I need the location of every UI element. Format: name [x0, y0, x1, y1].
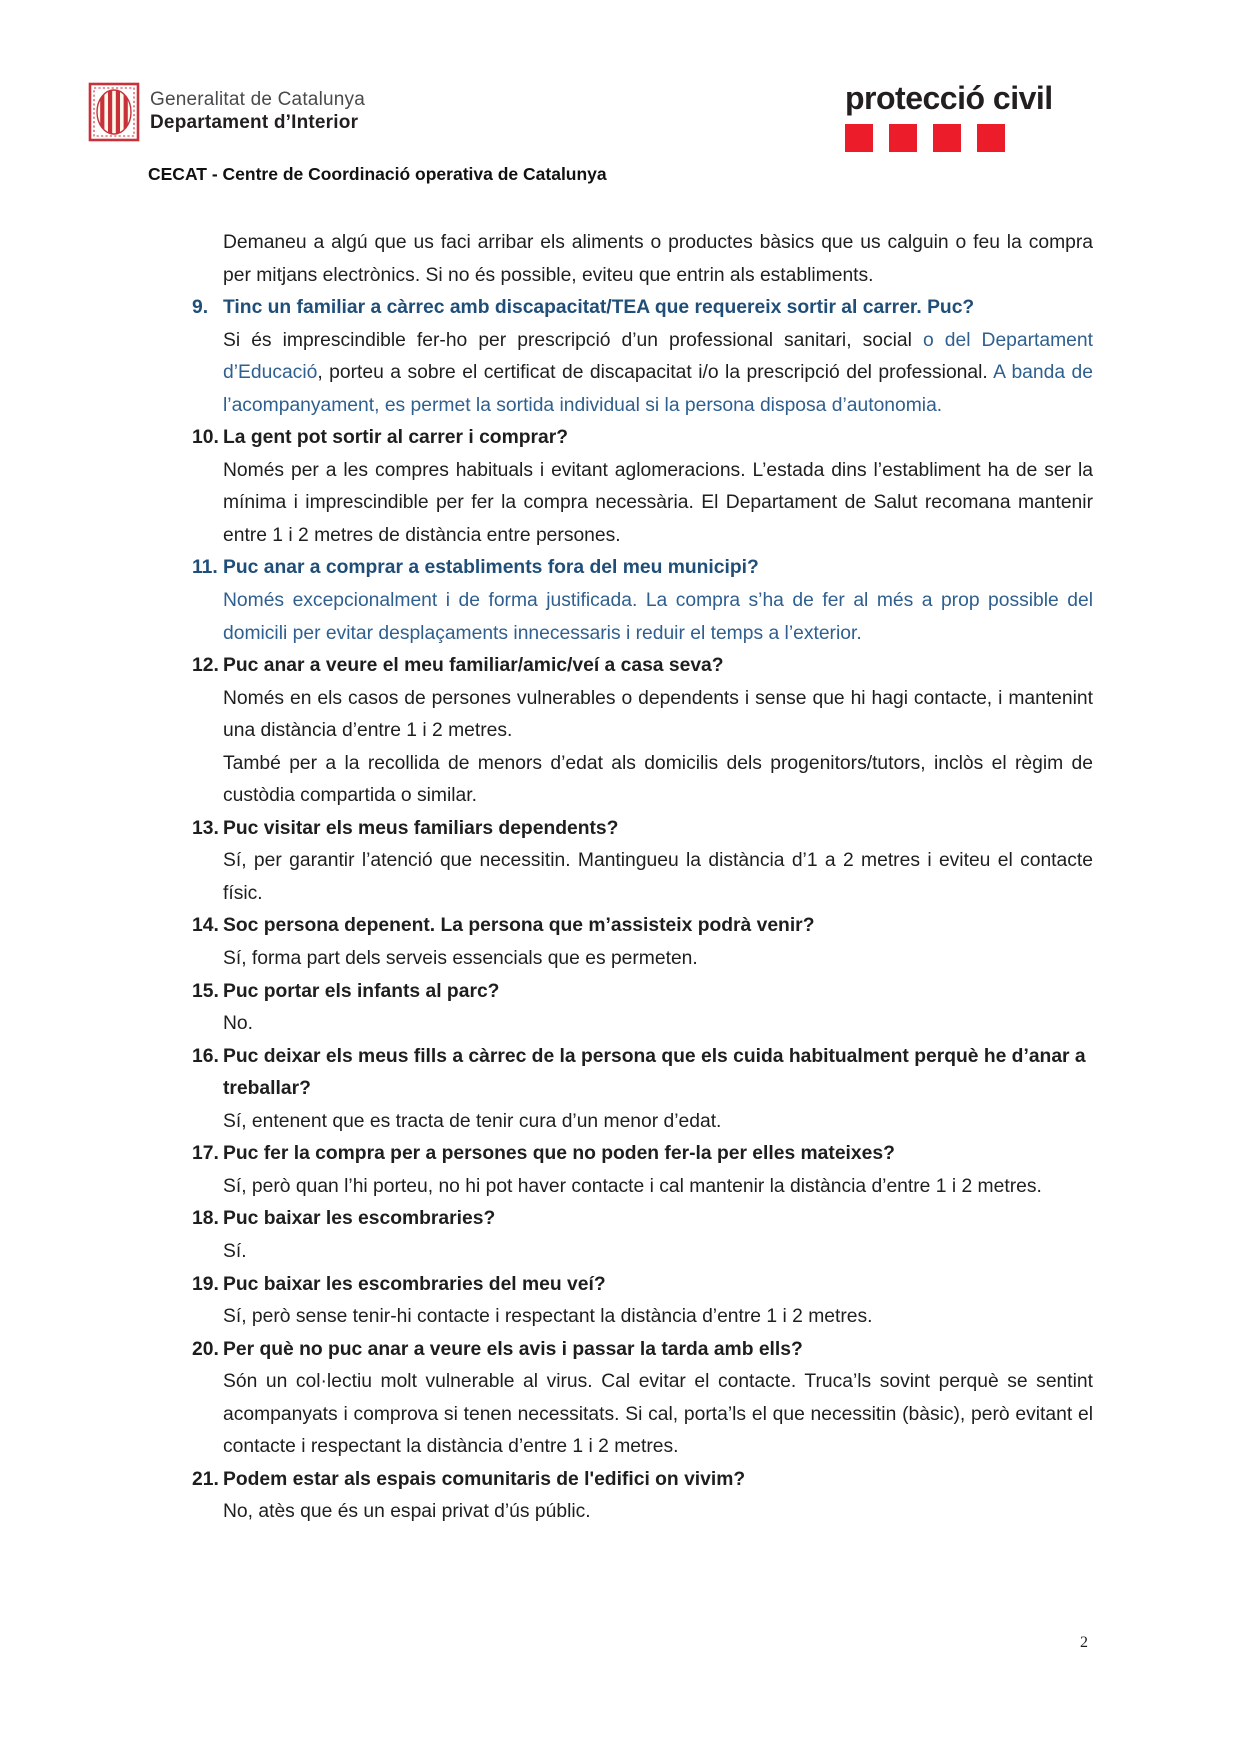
faq-question: Puc anar a veure el meu familiar/amic/veí a casa seva? [223, 655, 724, 677]
faq-list [192, 292, 1093, 1529]
faq-item [192, 813, 1093, 911]
faq-item-number: 11. [192, 557, 218, 579]
faq-item-body [223, 1041, 1093, 1139]
faq-question: Per què no puc anar a veure els avis i passar la tarda amb ells? [223, 1338, 803, 1360]
faq-answer [223, 1171, 1093, 1204]
faq-item-number: 17. [192, 1143, 219, 1165]
page-number: 2 [1080, 1634, 1088, 1651]
senyera-emblem-icon [88, 82, 140, 142]
faq-answer-segment: No. [223, 1013, 254, 1035]
faq-answer-segment: A banda de l’acompanyament, es permet la sortida individual si la persona disposa d’autonomia. [223, 362, 1093, 416]
faq-question: Puc deixar els meus fills a càrrec de la persona que els cuida habitualment perquè he d’anar a treballar? [223, 1045, 1086, 1100]
faq-item [192, 1138, 1093, 1203]
faq-item-body [223, 650, 1093, 813]
faq-answer-segment: Només per a les compres habituals i evitant aglomeracions. L’estada dins l’establiment ha de ser la mínima i imprescindible per fer la compra necessària. El Departament de Salut recomana mantenir entre 1 i 2 metres de distància entre persones. [223, 459, 1093, 546]
faq-answer-segment: No, atès que és un espai privat d’ús públic. [223, 1501, 591, 1523]
faq-answer-segment: Són un col·lectiu molt vulnerable al virus. Cal evitar el contacte. Truca’ls sovint perquè se sentint acompanyats i comprova si tenen necessitats. Si cal, porta’ls el que necessitin (bàsic), però evitant el contacte i respectant la distància d’entre 1 i 2 metres. [223, 1371, 1093, 1458]
faq-item [192, 552, 1093, 650]
faq-answer-segment: Sí, però quan l’hi porteu, no hi pot haver contacte i cal mantenir la distància d’entre 1 i 2 metres. [223, 1175, 1042, 1197]
faq-item [192, 976, 1093, 1041]
faq-item-body [223, 813, 1093, 911]
faq-question: Soc persona depenent. La persona que m’assisteix podrà venir? [223, 915, 815, 937]
faq-item-number: 13. [192, 817, 219, 839]
faq-answer [223, 943, 1093, 976]
faq-question: Puc anar a comprar a establiments fora del meu municipi? [223, 557, 759, 579]
faq-question: Puc baixar les escombraries del meu veí? [223, 1273, 606, 1295]
faq-answer-segment: , porteu a sobre el certificat de discapacitat i/o la prescripció del professional. [317, 362, 994, 384]
faq-answer-segment: Sí, per garantir l’atenció que necessitin. Mantingueu la distància d’1 a 2 metres i eviteu el contacte físic. [223, 850, 1093, 904]
faq-item [192, 292, 1093, 422]
faq-item-number: 9. [192, 297, 209, 319]
red-square-icon [977, 124, 1005, 152]
faq-item-body [223, 1269, 1093, 1334]
faq-item [192, 1334, 1093, 1464]
proteccio-civil-wordmark: protecció civil [845, 80, 1053, 116]
faq-answer-segment: o del Departament d’Educació [223, 329, 1093, 384]
faq-item-body [223, 552, 1093, 650]
faq-question: Puc baixar les escombraries? [223, 1208, 496, 1230]
proteccio-civil-squares [845, 124, 1105, 152]
faq-answer [223, 1236, 1093, 1269]
faq-item-body [223, 1334, 1093, 1464]
faq-answer [223, 1496, 1093, 1529]
faq-item-body [223, 976, 1093, 1041]
faq-item [192, 910, 1093, 975]
red-square-icon [845, 124, 873, 152]
faq-item-number: 20. [192, 1338, 219, 1360]
faq-item-body [223, 292, 1093, 422]
faq-answer [223, 748, 1093, 813]
generalitat-line1: Generalitat de Catalunya [150, 89, 365, 110]
faq-answer-segment: Si és imprescindible fer-ho per prescripció d’un professional sanitari, social [223, 329, 923, 351]
document-title: CECAT - Centre de Coordinació operativa de Catalunya [148, 164, 607, 184]
faq-answer [223, 845, 1093, 910]
faq-item [192, 650, 1093, 813]
faq-answer [223, 1106, 1093, 1139]
document-body [192, 227, 1093, 1529]
faq-item-body [223, 910, 1093, 975]
faq-question: La gent pot sortir al carrer i comprar? [223, 427, 569, 449]
faq-question: Podem estar als espais comunitaris de l'edifici on vivim? [223, 1468, 746, 1490]
faq-answer-segment: Sí. [223, 1240, 247, 1262]
faq-item-body [223, 1138, 1093, 1203]
faq-answer-segment: Només excepcionalment i de forma justificada. La compra s’ha de fer al més a prop possible del domicili per evitar desplaçaments innecessaris i reduir el temps a l’exterior. [223, 590, 1093, 644]
faq-item [192, 1269, 1093, 1334]
faq-answer [223, 585, 1093, 650]
faq-answer [223, 325, 1093, 423]
faq-question: Puc fer la compra per a persones que no poden fer-la per elles mateixes? [223, 1143, 895, 1165]
generalitat-logo [88, 82, 365, 142]
faq-answer-segment: Només en els casos de persones vulnerables o dependents i sense que hi hagi contacte, i mantenint una distància d’entre 1 i 2 metres. [223, 687, 1093, 742]
intro-paragraph: Demaneu a algú que us faci arribar els aliments o productes bàsics que us calguin o feu la compra per mitjans electrònics. Si no és possible, eviteu que entrin als establiments. [223, 232, 1093, 286]
faq-answer-segment: Sí, forma part dels serveis essencials que es permeten. [223, 948, 698, 970]
faq-item-body [223, 422, 1093, 552]
red-square-icon [889, 124, 917, 152]
faq-question: Puc portar els infants al parc? [223, 980, 500, 1002]
faq-item-number: 16. [192, 1045, 219, 1067]
faq-answer [223, 1366, 1093, 1464]
faq-item-number: 21. [192, 1468, 219, 1490]
generalitat-line2: Departament d’Interior [150, 112, 359, 134]
faq-item-body [223, 1203, 1093, 1268]
faq-item-number: 10. [192, 427, 219, 449]
generalitat-wordmark [150, 82, 365, 134]
faq-answer-segment: També per a la recollida de menors d’edat als domicilis dels progenitors/tutors, inclòs el règim de custòdia compartida o similar. [223, 752, 1093, 807]
faq-item [192, 1041, 1093, 1139]
faq-answer [223, 1301, 1093, 1334]
faq-answer-segment: Sí, però sense tenir-hi contacte i respectant la distància d’entre 1 i 2 metres. [223, 1306, 873, 1328]
faq-item-number: 14. [192, 915, 219, 937]
faq-answer [223, 1008, 1093, 1041]
faq-question: Tinc un familiar a càrrec amb discapacitat/TEA que requereix sortir al carrer. Puc? [223, 297, 975, 319]
faq-question: Puc visitar els meus familiars dependents? [223, 817, 619, 839]
faq-item [192, 1203, 1093, 1268]
proteccio-civil-logo [845, 82, 1105, 152]
faq-item-number: 12. [192, 655, 219, 677]
red-square-icon [933, 124, 961, 152]
faq-answer-segment: Sí, entenent que es tracta de tenir cura d’un menor d’edat. [223, 1110, 722, 1132]
faq-item-number: 15. [192, 980, 219, 1002]
faq-item [192, 1464, 1093, 1529]
faq-answer [223, 683, 1093, 748]
faq-item [192, 422, 1093, 552]
faq-item-number: 19. [192, 1273, 219, 1295]
faq-answer [223, 455, 1093, 553]
faq-item-number: 18. [192, 1208, 219, 1230]
faq-item-body [223, 1464, 1093, 1529]
